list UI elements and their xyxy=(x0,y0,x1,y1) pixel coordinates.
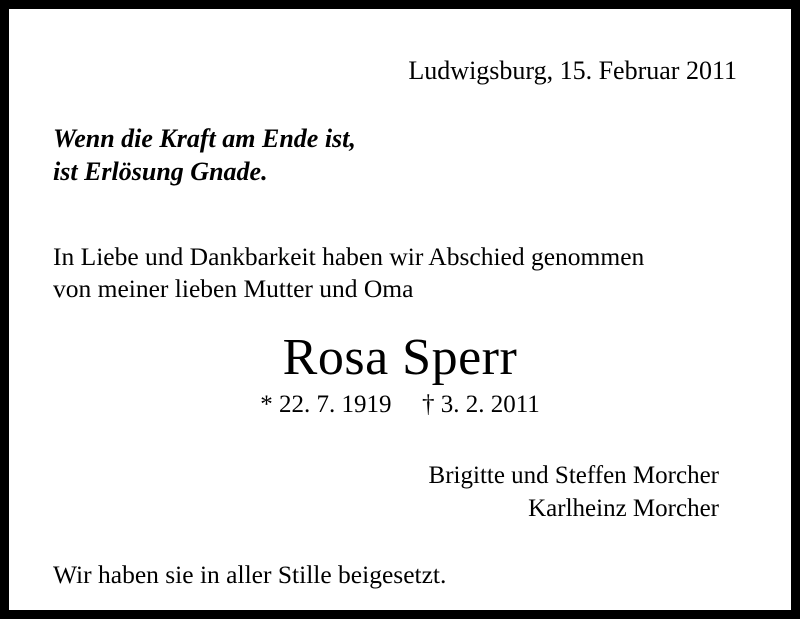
intro-text xyxy=(53,241,747,305)
mourners-block xyxy=(53,460,747,525)
verse-line-2: ist Erlösung Gnade. xyxy=(53,157,268,187)
birth-date: * 22. 7. 1919 xyxy=(260,391,392,419)
mourner-line-1: Brigitte und Steffen Morcher xyxy=(428,462,719,490)
verse-block xyxy=(53,122,747,189)
intro-line-1: In Liebe und Dankbarkeit haben wir Abschied genommen xyxy=(53,241,645,271)
intro-line-2: von meiner lieben Mutter und Oma xyxy=(53,273,414,303)
obituary-content xyxy=(9,9,791,610)
closing-text: Wir haben sie in aller Stille beigesetzt. xyxy=(53,560,447,590)
place-and-date: Ludwigsburg, 15. Februar 2011 xyxy=(408,56,737,85)
mourner-line-2: Karlheinz Morcher xyxy=(528,494,719,522)
death-date: † 3. 2. 2011 xyxy=(421,391,540,419)
life-dates xyxy=(53,390,747,420)
verse-line-1: Wenn die Kraft am Ende ist, xyxy=(53,124,356,154)
deceased-name: Rosa Sperr xyxy=(282,328,518,386)
